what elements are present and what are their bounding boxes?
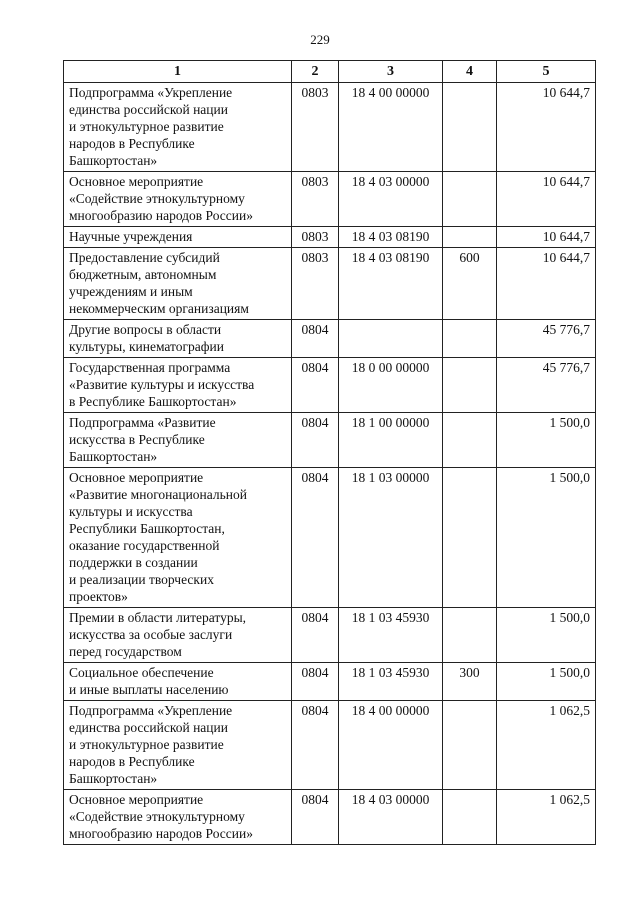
amount-cell: 1 500,0 — [497, 608, 596, 663]
row-name-line: Башкортостан» — [69, 449, 158, 464]
row-name-line: единства российской нации — [69, 102, 228, 117]
row-name-line: искусства в Республике — [69, 432, 205, 447]
table-row — [64, 663, 596, 701]
table-row — [64, 701, 596, 790]
section-cell: 0803 — [292, 227, 339, 248]
row-name-line: Государственная программа — [69, 360, 231, 375]
column-header: 5 — [497, 61, 596, 83]
expense-type-cell — [443, 701, 497, 790]
row-name-cell — [64, 608, 292, 663]
row-name-line: некоммерческим организациям — [69, 301, 249, 316]
row-name-line: учреждениям и иным — [69, 284, 193, 299]
amount-cell: 1 062,5 — [497, 790, 596, 845]
row-name-line: культуры, кинематографии — [69, 339, 224, 354]
amount-cell: 10 644,7 — [497, 172, 596, 227]
code-cell — [339, 320, 443, 358]
row-name-line: перед государством — [69, 644, 182, 659]
table-row — [64, 413, 596, 468]
code-cell: 18 4 03 00000 — [339, 172, 443, 227]
row-name-line: народов в Республике — [69, 136, 195, 151]
row-name-line: Подпрограмма «Развитие — [69, 415, 216, 430]
code-cell: 18 1 00 00000 — [339, 413, 443, 468]
expense-type-cell — [443, 413, 497, 468]
table-row — [64, 83, 596, 172]
table-row — [64, 227, 596, 248]
code-cell: 18 1 03 00000 — [339, 468, 443, 608]
row-name-line: бюджетным, автономным — [69, 267, 217, 282]
row-name-line: Башкортостан» — [69, 153, 158, 168]
row-name-line: «Развитие культуры и искусства — [69, 377, 255, 392]
amount-cell: 10 644,7 — [497, 83, 596, 172]
budget-table — [63, 60, 596, 845]
row-name-line: Социальное обеспечение — [69, 665, 214, 680]
code-cell: 18 4 03 08190 — [339, 227, 443, 248]
row-name-cell — [64, 663, 292, 701]
row-name-line: Другие вопросы в области — [69, 322, 222, 337]
row-name-line: искусства за особые заслуги — [69, 627, 233, 642]
section-cell: 0803 — [292, 248, 339, 320]
row-name-cell — [64, 468, 292, 608]
row-name-line: Основное мероприятие — [69, 174, 204, 189]
section-cell: 0803 — [292, 83, 339, 172]
row-name-line: Башкортостан» — [69, 771, 158, 786]
row-name-cell — [64, 227, 292, 248]
amount-cell: 1 500,0 — [497, 413, 596, 468]
amount-cell: 1 500,0 — [497, 663, 596, 701]
section-cell: 0804 — [292, 320, 339, 358]
row-name-line: поддержки в создании — [69, 555, 198, 570]
row-name-line: Республики Башкортостан, — [69, 521, 225, 536]
row-name-cell — [64, 790, 292, 845]
expense-type-cell — [443, 790, 497, 845]
table-row — [64, 608, 596, 663]
table-body — [64, 83, 596, 845]
table-header-row — [64, 61, 596, 83]
expense-type-cell — [443, 608, 497, 663]
row-name-line: в Республике Башкортостан» — [69, 394, 237, 409]
row-name-line: и иные выплаты населению — [69, 682, 229, 697]
row-name-line: и этнокультурное развитие — [69, 119, 224, 134]
table-row — [64, 248, 596, 320]
expense-type-cell — [443, 172, 497, 227]
code-cell: 18 4 00 00000 — [339, 701, 443, 790]
expense-type-cell — [443, 83, 497, 172]
row-name-line: многообразию народов России» — [69, 208, 253, 223]
section-cell: 0804 — [292, 790, 339, 845]
section-cell: 0804 — [292, 701, 339, 790]
section-cell: 0804 — [292, 358, 339, 413]
row-name-line: и этнокультурное развитие — [69, 737, 224, 752]
row-name-line: Основное мероприятие — [69, 470, 204, 485]
row-name-line: Премии в области литературы, — [69, 610, 247, 625]
expense-type-cell — [443, 468, 497, 608]
row-name-line: и реализации творческих — [69, 572, 214, 587]
section-cell: 0804 — [292, 608, 339, 663]
page-number: 229 — [310, 32, 330, 47]
code-cell: 18 4 03 08190 — [339, 248, 443, 320]
section-cell: 0804 — [292, 413, 339, 468]
expense-type-cell: 300 — [443, 663, 497, 701]
column-header: 1 — [64, 61, 292, 83]
row-name-line: единства российской нации — [69, 720, 228, 735]
row-name-line: «Развитие многонациональной — [69, 487, 247, 502]
amount-cell: 10 644,7 — [497, 227, 596, 248]
code-cell: 18 1 03 45930 — [339, 608, 443, 663]
row-name-line: Подпрограмма «Укрепление — [69, 703, 233, 718]
table-row — [64, 320, 596, 358]
amount-cell: 45 776,7 — [497, 320, 596, 358]
row-name-cell — [64, 320, 292, 358]
expense-type-cell — [443, 320, 497, 358]
row-name-line: культуры и искусства — [69, 504, 193, 519]
row-name-cell — [64, 358, 292, 413]
code-cell: 18 0 00 00000 — [339, 358, 443, 413]
row-name-line: «Содействие этнокультурному — [69, 809, 245, 824]
row-name-line: Научные учреждения — [69, 229, 193, 244]
section-cell: 0804 — [292, 468, 339, 608]
section-cell: 0804 — [292, 663, 339, 701]
amount-cell: 10 644,7 — [497, 248, 596, 320]
amount-cell: 45 776,7 — [497, 358, 596, 413]
table-row — [64, 358, 596, 413]
code-cell: 18 1 03 45930 — [339, 663, 443, 701]
expense-type-cell — [443, 227, 497, 248]
row-name-line: оказание государственной — [69, 538, 220, 553]
row-name-line: проектов» — [69, 589, 128, 604]
section-cell: 0803 — [292, 172, 339, 227]
table-row — [64, 468, 596, 608]
row-name-line: Основное мероприятие — [69, 792, 204, 807]
row-name-cell — [64, 413, 292, 468]
column-header: 3 — [339, 61, 443, 83]
table-row — [64, 790, 596, 845]
expense-type-cell: 600 — [443, 248, 497, 320]
row-name-cell — [64, 701, 292, 790]
row-name-line: Предоставление субсидий — [69, 250, 220, 265]
column-header: 2 — [292, 61, 339, 83]
row-name-line: народов в Республике — [69, 754, 195, 769]
table-row — [64, 172, 596, 227]
amount-cell: 1 500,0 — [497, 468, 596, 608]
code-cell: 18 4 00 00000 — [339, 83, 443, 172]
row-name-cell — [64, 248, 292, 320]
column-header: 4 — [443, 61, 497, 83]
expense-type-cell — [443, 358, 497, 413]
row-name-line: Подпрограмма «Укрепление — [69, 85, 233, 100]
code-cell: 18 4 03 00000 — [339, 790, 443, 845]
row-name-cell — [64, 172, 292, 227]
row-name-line: «Содействие этнокультурному — [69, 191, 245, 206]
row-name-cell — [64, 83, 292, 172]
amount-cell: 1 062,5 — [497, 701, 596, 790]
row-name-line: многообразию народов России» — [69, 826, 253, 841]
